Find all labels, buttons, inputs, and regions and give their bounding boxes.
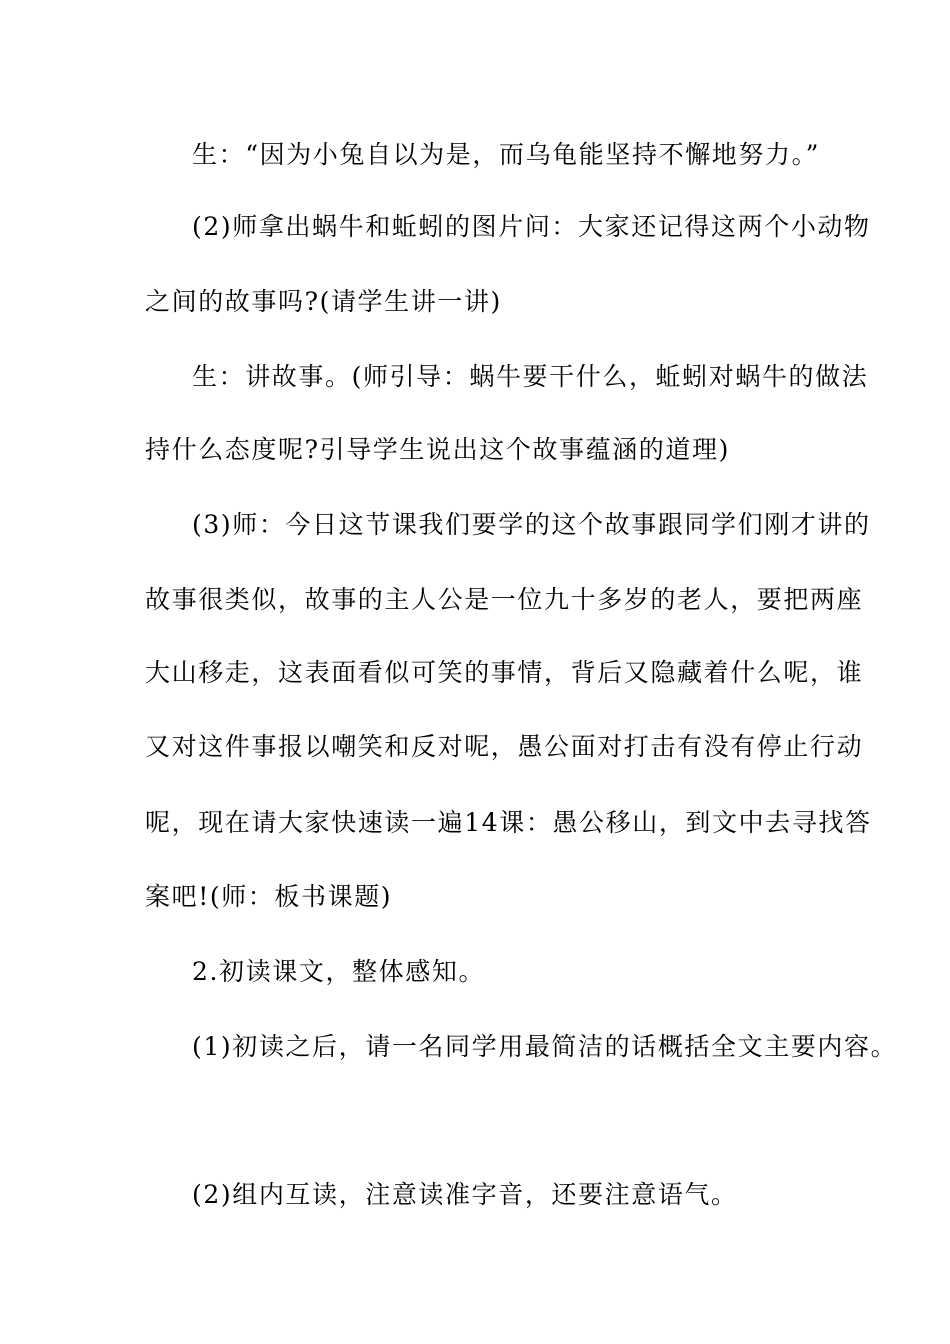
student-story-line-2: 持什么态度呢?引导学生说出这个故事蕴涵的道理)	[145, 435, 730, 464]
teacher-question-2-line-1: (2)师拿出蜗牛和蚯蚓的图片问：大家还记得这两个小动物	[192, 212, 871, 241]
student-story-line-1: 生：讲故事。(师引导：蜗牛要干什么，蚯蚓对蜗牛的做法	[192, 362, 869, 391]
teacher-intro-3-line-5: 呢，现在请大家快速读一遍14课：愚公移山，到文中去寻找答	[145, 808, 872, 837]
teacher-intro-3-line-6: 案吧!(师：板书课题)	[145, 882, 393, 911]
first-reading-step-2: (2)组内互读，注意读准字音，还要注意语气。	[192, 1180, 738, 1209]
teacher-question-2-line-2: 之间的故事吗?(请学生讲一讲)	[145, 287, 502, 316]
section-heading-first-reading: 2.初读课文，整体感知。	[192, 957, 486, 986]
student-answer-line: 生：“因为小兔自以为是，而乌龟能坚持不懈地努力。”	[192, 140, 821, 169]
first-reading-step-1: (1)初读之后，请一名同学用最简洁的话概括全文主要内容。	[192, 1032, 898, 1061]
teacher-intro-3-line-2: 故事很类似，故事的主人公是一位九十多岁的老人，要把两座	[145, 585, 864, 614]
teacher-intro-3-line-3: 大山移走，这表面看似可笑的事情，背后又隐藏着什么呢，谁	[145, 658, 864, 687]
teacher-intro-3-line-1: (3)师：今日这节课我们要学的这个故事跟同学们刚才讲的	[192, 510, 871, 539]
teacher-intro-3-line-4: 又对这件事报以嘲笑和反对呢，愚公面对打击有没有停止行动	[145, 732, 864, 761]
